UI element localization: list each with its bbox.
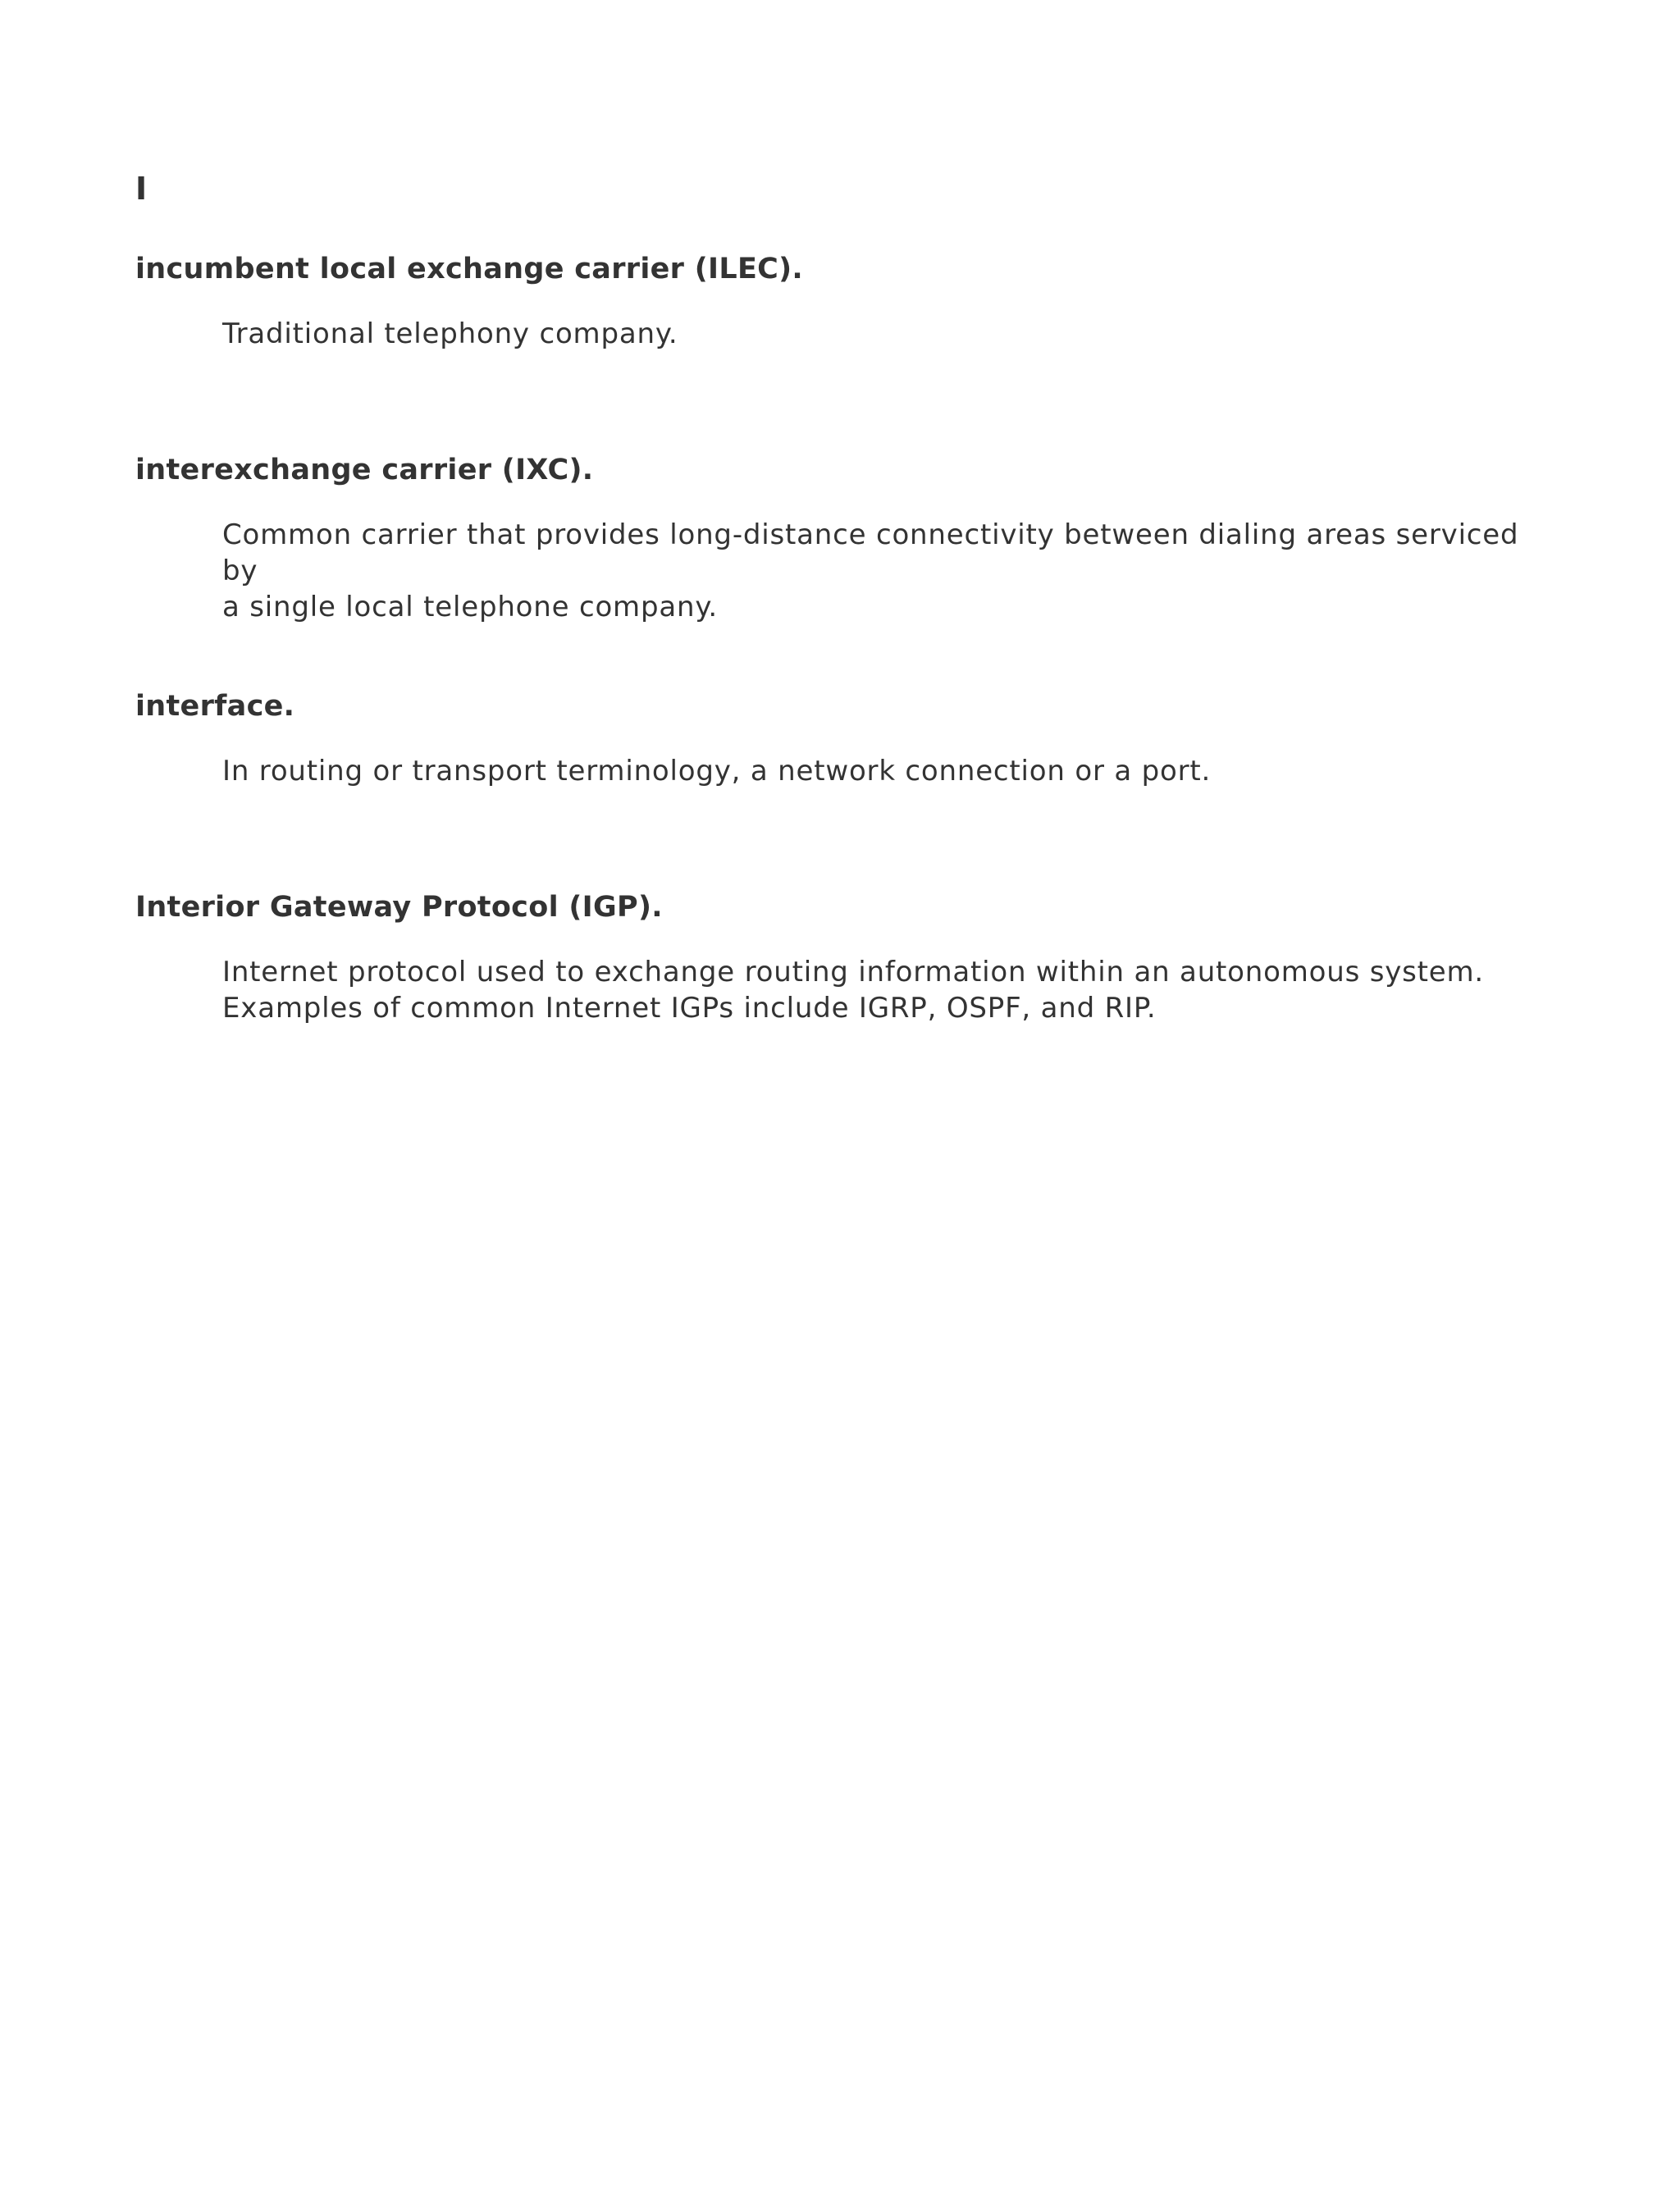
- definition-line: Traditional telephony company.: [222, 317, 678, 350]
- definition-line: In routing or transport terminology, a network connection or a port.: [222, 755, 1212, 788]
- definition-line: Common carrier that provides long-distance connectivity between dialing areas serviced by: [222, 518, 1519, 587]
- glossary-definition: [222, 517, 1563, 625]
- glossary-term: interface.: [135, 690, 295, 723]
- definition-line: Examples of common Internet IGPs include IGRP, OSPF, and RIP.: [222, 992, 1157, 1025]
- definition-line: a single local telephone company.: [222, 591, 719, 623]
- glossary-term: Interior Gateway Protocol (IGP).: [135, 891, 663, 924]
- glossary-definition: [222, 316, 1563, 352]
- glossary-entry-ixc: [135, 451, 1563, 625]
- glossary-entry-interface: [135, 687, 1563, 789]
- glossary-term: interexchange carrier (IXC).: [135, 454, 594, 486]
- glossary-definition: [222, 954, 1563, 1026]
- glossary-term: incumbent local exchange carrier (ILEC).: [135, 253, 804, 285]
- definition-line: Internet protocol used to exchange routing information within an autonomous system.: [222, 956, 1485, 988]
- glossary-entry-ilec: [135, 250, 1563, 352]
- glossary-entry-igp: [135, 888, 1563, 1026]
- section-letter-heading: I: [135, 171, 148, 207]
- glossary-definition: [222, 753, 1563, 789]
